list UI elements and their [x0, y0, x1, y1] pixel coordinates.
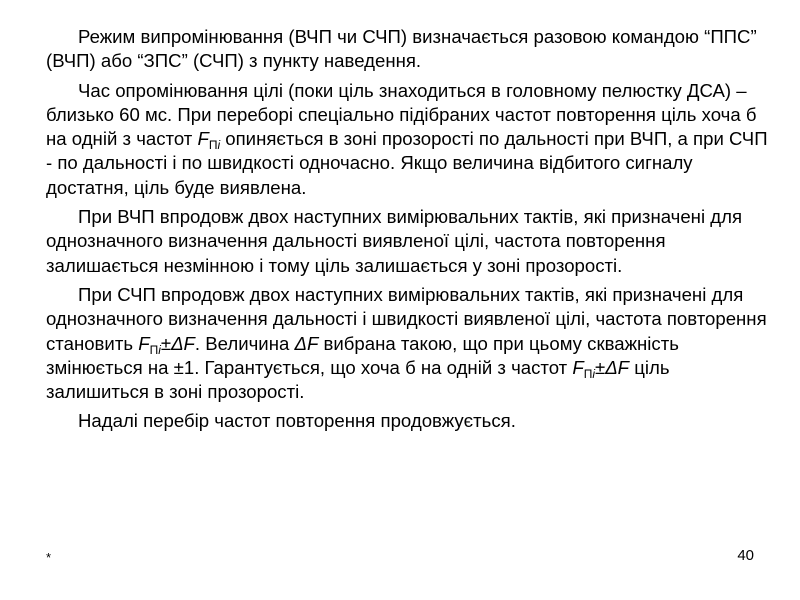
text-body [46, 25, 768, 439]
paragraph-1-text: Режим випромінювання (ВЧП чи СЧП) визначається разовою командою “ППС” (ВЧП) або “ЗПС” (СЧП) з пункту наведення. [46, 26, 757, 72]
paragraph-4-text-c: вибрана такою, що при цьому скважність змінюється на ±1. Гарантується, що хоча б на одній з частот [46, 332, 679, 378]
symbol-delta-f: ΔF [605, 356, 630, 378]
paragraph-3-text: При ВЧП впродовж двох наступних вимірювальних тактів, які призначені для однозначного визначення дальності виявленої цілі, частота повторення залишається незмінною і тому ціль залишається у зоні прозорості. [46, 206, 743, 276]
symbol-f: F [197, 128, 209, 150]
paragraph-5 [46, 409, 768, 433]
page-number: 40 [737, 547, 754, 564]
symbol-f: F [138, 332, 150, 354]
subscript-pi [584, 367, 595, 381]
paragraph-3 [46, 205, 768, 278]
paragraph-4-text-d: ціль залишиться в зоні прозорості. [46, 356, 670, 403]
footer-asterisk: * [46, 550, 52, 565]
subscript-i: i [592, 366, 595, 381]
subscript-i: i [217, 138, 221, 153]
paragraph-2-text-b: опиняється в зоні прозорості по дальності при ВЧП, а при СЧП - по дальності і по швидкості одночасно. Якщо величина відбитого сигналу достатня, ціль буде виявлена. [46, 128, 768, 198]
paragraph-1 [46, 25, 768, 74]
subscript-pi [209, 138, 220, 152]
subscript-p: П [583, 366, 593, 381]
subscript-p: П [149, 342, 159, 357]
subscript-i: i [158, 342, 161, 357]
symbol-delta-f: ΔF [294, 332, 319, 354]
symbol-f: F [572, 356, 584, 378]
plus-minus-sign: ± [594, 356, 606, 378]
paragraph-5-text: Надалі перебір частот повторення продовжується. [78, 410, 516, 432]
paragraph-2 [46, 79, 768, 200]
paragraph-2-text-a: Час опромінювання цілі (поки ціль знаходиться в головному пелюстку ДСА) – близько 60 мс. При переборі спеціально підібраних частот повторення ціль хоча б на одній з частот [46, 79, 757, 150]
paragraph-4-text-a: При СЧП впродовж двох наступних вимірювальних тактів, які призначені для однозначного визначення дальності і швидкості виявленої цілі, частота повторення становить [46, 283, 767, 354]
subscript-p: П [208, 138, 218, 153]
paragraph-4 [46, 283, 768, 404]
plus-minus-sign: ± [160, 332, 172, 354]
symbol-delta-f: ΔF [171, 332, 195, 354]
paragraph-4-text-b: . Величина [194, 332, 295, 354]
subscript-pi [150, 343, 161, 357]
